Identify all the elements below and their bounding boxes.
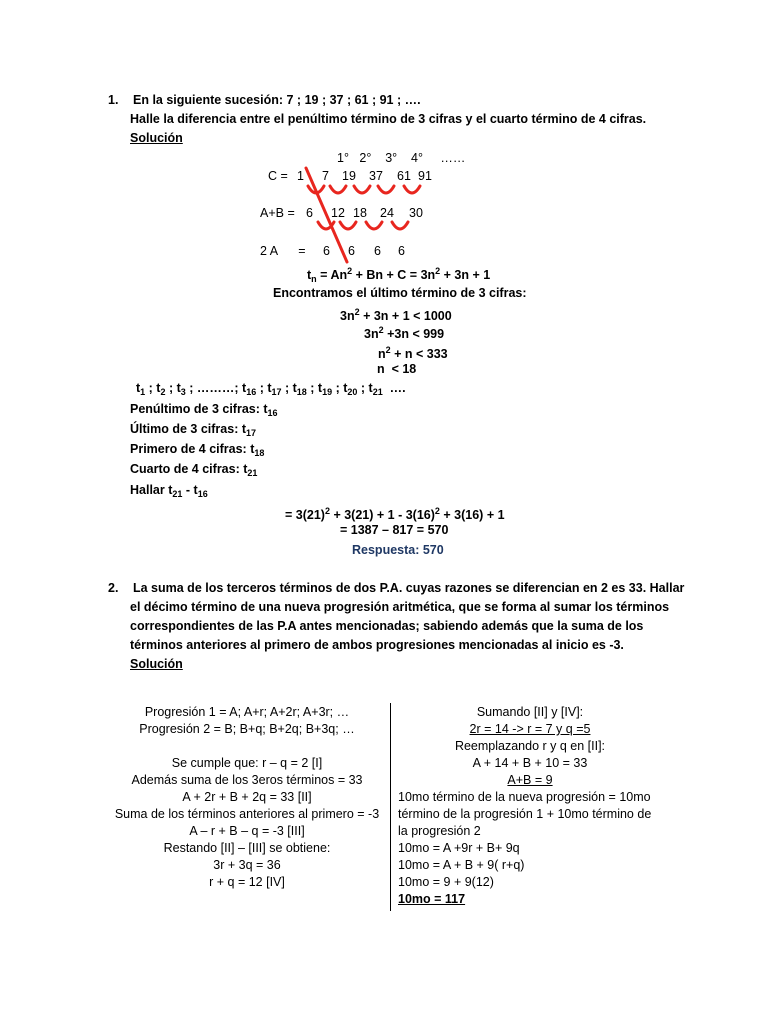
left-column-line: Se cumple que: r – q = 2 [I] [171, 756, 323, 770]
hallar-part: Hallar t [130, 483, 173, 497]
general-term-formula [307, 263, 490, 287]
red-arc-mark [404, 186, 420, 193]
cuarto-line [130, 461, 257, 481]
row-ab-value: 6 [306, 206, 313, 220]
left-column-line: Progresión 2 = B; B+q; B+2q; B+3q; … [139, 722, 355, 736]
sequence-term: t [317, 381, 323, 395]
inequality-1 [340, 304, 452, 324]
calc-exponent: 2 [324, 506, 330, 516]
ineq-part: + 3n + 1 < 1000 [359, 309, 452, 323]
primero-label: Primero de 4 cifras: t [130, 442, 255, 456]
formula-rhs: + 3n + 1 [440, 268, 491, 282]
ineq-part: n [378, 347, 386, 361]
sequence-separator: ; ………; [185, 381, 243, 395]
left-column-line: Además suma de los 3eros términos = 33 [131, 773, 363, 787]
row-c-label: C = [268, 169, 288, 183]
row-ab-value: 12 [331, 206, 345, 220]
left-column-line: A – r + B – q = -3 [III] [189, 824, 305, 838]
calc-part: + 3(16) + 1 [439, 508, 505, 522]
sequence-term: t [136, 381, 141, 395]
ineq-part: 3n [364, 327, 379, 341]
sequence-term: t [156, 381, 161, 395]
ultimo-sub: 17 [246, 428, 257, 438]
row-ab-value: 18 [353, 206, 367, 220]
right-column-line: Reemplazando r y q en [II]: [454, 739, 606, 753]
ineq-exponent: 2 [378, 325, 384, 335]
sequence-separator: ; [256, 381, 268, 395]
hallar-sub: 16 [197, 489, 208, 499]
sequence-separator: …. [382, 381, 406, 395]
sequence-term-sub: 18 [296, 387, 307, 397]
sequence-term-sub: 19 [322, 387, 333, 397]
left-column-line: r + q = 12 [IV] [209, 875, 285, 889]
row-ab-value: 24 [380, 206, 394, 220]
calculation-line-1 [285, 503, 505, 523]
row-2a-label: 2 A = [260, 244, 306, 258]
calc-part: = 3(21) [285, 508, 325, 522]
row-c-value: 19 [342, 169, 356, 183]
problem-2-line-3: correspondientes de las P.A antes mencionadas; sabiendo además que la suma de los [130, 619, 644, 633]
cuarto-sub: 21 [247, 468, 258, 478]
row-c-value: 7 [322, 169, 329, 183]
ultimo-label: Último de 3 cifras: t [130, 422, 246, 436]
row-ab-label: A+B = [260, 206, 295, 220]
ultimo-line [130, 421, 256, 441]
problem-2-solucion-heading: Solución [130, 657, 183, 671]
penultimo-line [130, 401, 278, 421]
sequence-separator: ; [165, 381, 177, 395]
left-column-line: Restando [II] – [III] se obtiene: [163, 841, 331, 855]
problem-1-solucion-heading: Solución [130, 131, 183, 145]
problem-2-line-4: términos anteriores al primero de ambos progresiones mencionadas al inicio es -3. [130, 638, 624, 652]
formula-lhs: t [307, 268, 312, 282]
hallar-sub: 21 [172, 489, 183, 499]
row-2a-value: 6 [323, 244, 330, 258]
ineq-part: +3n < 999 [383, 327, 445, 341]
sequence-term: t [343, 381, 348, 395]
red-arc-mark [354, 186, 370, 193]
problem-1-statement-2: Halle la diferencia entre el penúltimo término de 3 cifras y el cuarto término de 4 cifras. [130, 112, 647, 126]
sequence-term-sub: 17 [271, 387, 282, 397]
inequality-2 [364, 322, 444, 342]
encontramos-line: Encontramos el último término de 3 cifras: [273, 286, 527, 300]
sequence-separator: ; [306, 381, 318, 395]
problem-2-number: 2. [108, 581, 119, 595]
row-ab-value: 30 [409, 206, 423, 220]
sequence-term: t [267, 381, 272, 395]
sequence-separator: ; [332, 381, 344, 395]
calculation-line-2: = 1387 – 817 = 570 [340, 523, 449, 537]
calc-exponent: 2 [434, 506, 440, 516]
sequence-term-sub: 16 [246, 387, 257, 397]
sequence-term-sub: 3 [180, 387, 186, 397]
column-divider [390, 703, 391, 911]
row-c-value: 1 [297, 169, 304, 183]
right-column-line: 10mo = 9 + 9(12) [398, 875, 494, 889]
row-2a-value: 6 [374, 244, 381, 258]
right-column-line: 10mo = A +9r + B+ 9q [398, 841, 520, 855]
cuarto-label: Cuarto de 4 cifras: t [130, 462, 248, 476]
row-c-value: 37 [369, 169, 383, 183]
problem-2-line-1: La suma de los terceros términos de dos P.A. cuyas razones se diferencian en 2 es 33. Hallar [133, 581, 685, 595]
right-column-line: 10mo = A + B + 9( r+q) [398, 858, 525, 872]
ineq-part: + n < 333 [390, 347, 448, 361]
problem-1-number: 1. [108, 93, 119, 107]
problem-2-line-2: el décimo término de una nueva progresión aritmética, que se forma al sumar los términos [130, 600, 670, 614]
primero-line [130, 441, 264, 461]
red-arc-mark [366, 222, 382, 229]
calc-part: + 3(21) + 1 - 3(16) [329, 508, 435, 522]
right-column-line: 10mo término de la nueva progresión = 10mo [398, 790, 651, 804]
right-column-line: 2r = 14 -> r = 7 y q =5 [469, 722, 591, 736]
formula-lhs-sub: n [311, 274, 317, 284]
red-arc-mark [330, 186, 346, 193]
right-column-line: Sumando [II] y [IV]: [476, 705, 584, 719]
ineq-part: 3n [340, 309, 355, 323]
left-column-line: A + 2r + B + 2q = 33 [II] [182, 790, 312, 804]
sequence-term-sub: 21 [372, 387, 383, 397]
primero-sub: 18 [254, 448, 265, 458]
right-column-line: A + 14 + B + 10 = 33 [472, 756, 588, 770]
penultimo-label: Penúltimo de 3 cifras: t [130, 402, 268, 416]
left-column-line: Suma de los términos anteriores al primero = -3 [114, 807, 380, 821]
inequality-4: n < 18 [377, 362, 417, 376]
hallar-line [130, 482, 208, 502]
penultimo-sub: 16 [267, 408, 278, 418]
right-column-line: la progresión 2 [398, 824, 481, 838]
ineq-exponent: 2 [354, 307, 360, 317]
answer-1: Respuesta: 570 [352, 543, 444, 557]
sequence-term-sub: 2 [160, 387, 166, 397]
sequence-term-sub: 1 [140, 387, 146, 397]
right-column-line: A+B = 9 [507, 773, 553, 787]
sequence-separator: ; [145, 381, 157, 395]
ineq-exponent: 2 [385, 345, 391, 355]
red-arc-mark [340, 222, 356, 229]
sequence-term-sub: 20 [347, 387, 358, 397]
row-c-value: 61 [397, 169, 411, 183]
hallar-part: - t [182, 483, 198, 497]
right-column-line: término de la progresión 1 + 10mo término de [398, 807, 652, 821]
formula-exponent: 2 [347, 266, 353, 276]
sequence-term: t [368, 381, 373, 395]
sequence-term: t [176, 381, 181, 395]
sequence-separator: ; [281, 381, 293, 395]
red-arc-mark [378, 186, 394, 193]
row-2a-value: 6 [398, 244, 405, 258]
sequence-terms-line [136, 380, 406, 400]
sequence-term: t [292, 381, 297, 395]
row-c-value: 91 [418, 169, 432, 183]
formula-mid2: + Bn + C = 3n [352, 268, 436, 282]
inequality-3 [378, 342, 448, 362]
red-slash-line [306, 168, 347, 262]
row-2a-value: 6 [348, 244, 355, 258]
formula-mid1: = An [316, 268, 348, 282]
formula-exponent: 2 [435, 266, 441, 276]
left-column-line: Progresión 1 = A; A+r; A+2r; A+3r; … [144, 705, 350, 719]
problem-1-statement: En la siguiente sucesión: 7 ; 19 ; 37 ; 61 ; 91 ; …. [133, 93, 421, 107]
left-column-line: 3r + 3q = 36 [213, 858, 281, 872]
final-answer-2: 10mo = 117 [398, 892, 466, 906]
sequence-term: t [242, 381, 247, 395]
ordinals-row: 1° 2° 3° 4° …… [337, 151, 466, 165]
sequence-separator: ; [357, 381, 369, 395]
red-arc-mark [392, 222, 408, 229]
